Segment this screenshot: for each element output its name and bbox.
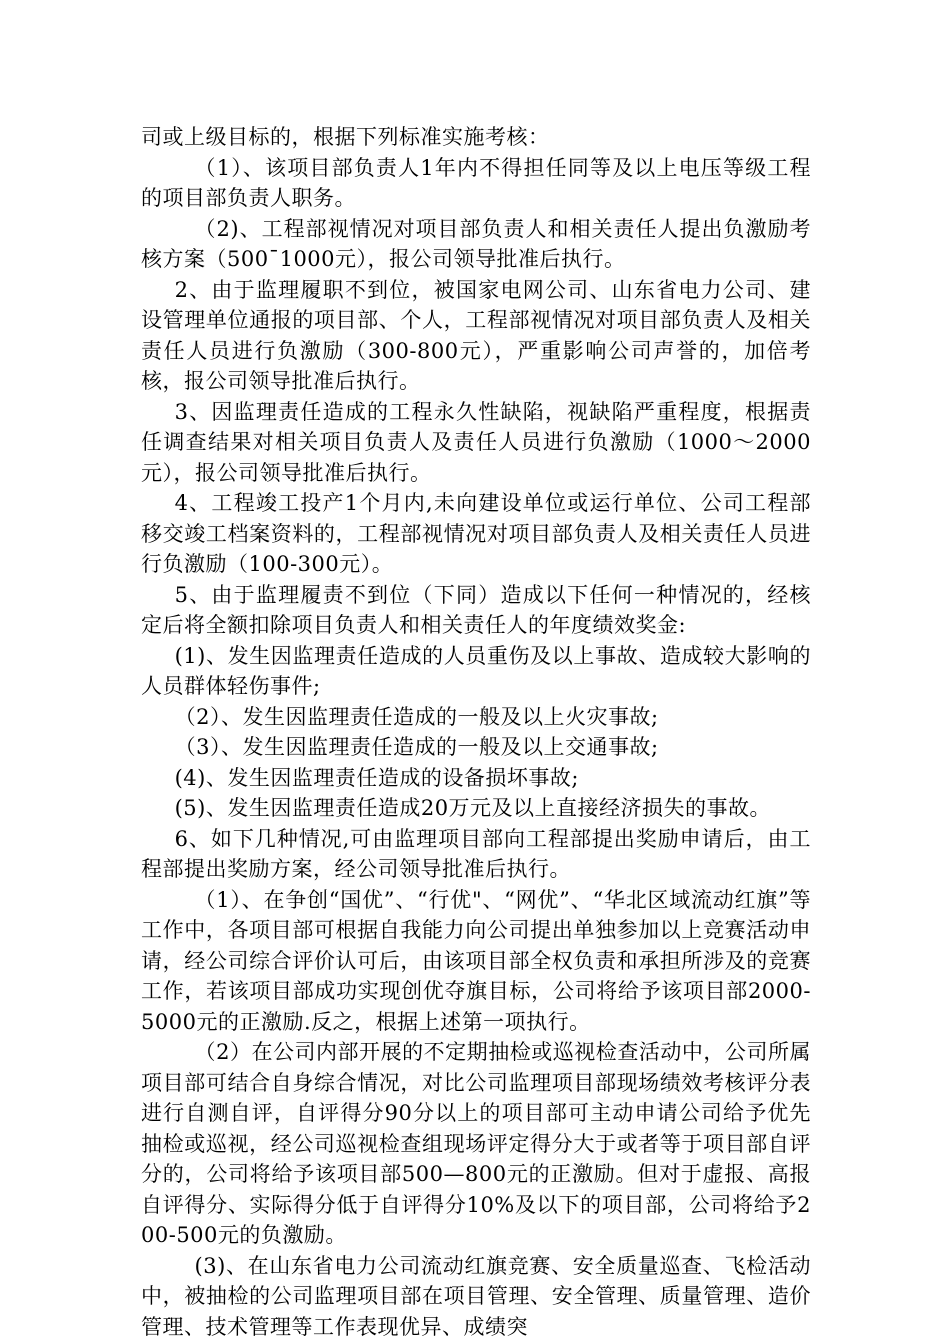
paragraph: 6、如下几种情况,可由监理项目部向工程部提出奖励申请后，由工程部提出奖励方案，经公司领导批准后执行。 xyxy=(141,826,811,881)
paragraph: 司或上级目标的，根据下列标准实施考核： xyxy=(141,125,550,149)
paragraph: 5、由于监理履责不到位（下同）造成以下任何一种情况的，经核定后将全额扣除项目负责人和相关责任人的年度绩效奖金: xyxy=(141,582,811,637)
paragraph: （2）在公司内部开展的不定期抽检或巡视检查活动中，公司所属项目部可结合自身综合情况，对比公司监理项目部现场绩效考核评分表进行自测自评，自评得分90分以上的项目部可主动申请公司给予优先抽检或巡视，经公司巡视检查组现场评定得分大于或者等于项目部自评分的，公司将给予该项目部500—800元的正激励。但对于虚报、高报自评得分、实际得分低于自评得分10%及以下的项目部，公司将给予200-500元的负激励。 xyxy=(141,1040,811,1247)
paragraph: （3）、发生因监理责任造成的一般及以上交通事故; xyxy=(174,735,659,759)
paragraph: （1）、该项目部负责人1年内不得担任同等及以上电压等级工程的项目部负责人职务。 xyxy=(141,155,811,210)
paragraph: (4)、发生因监理责任造成的设备损坏事故; xyxy=(174,765,579,790)
paragraph: 2、由于监理履职不到位，被国家电网公司、山东省电力公司、建设管理单位通报的项目部、个人，工程部视情况对项目部负责人及相关责任人员进行负激励（300-800元），严重影响公司声誉的，加倍考核，报公司领导批准后执行。 xyxy=(141,277,811,393)
paragraph: （2）、发生因监理责任造成的一般及以上火灾事故; xyxy=(174,704,659,729)
document-body xyxy=(141,122,811,1342)
paragraph: 3、因监理责任造成的工程永久性缺陷，视缺陷严重程度，根据责任调查结果对相关项目负责人及责任人员进行负激励（1000～2000元），报公司领导批准后执行。 xyxy=(141,399,811,485)
paragraph: （1）、在争创“国优”、“行优"、“网优”、“华北区域流动红旗”等工作中，各项目部可根据自我能力向公司提出单独参加以上竞赛活动申请，经公司综合评价认可后，由该项目部全权负责和承担所涉及的竞赛工作，若该项目部成功实现创优夺旗目标，公司将给予该项目部2000-5000元的正激励.反之，根据上述第一项执行。 xyxy=(141,887,811,1034)
paragraph: (5)、发生因监理责任造成20万元及以上直接经济损失的事故。 xyxy=(174,796,772,820)
paragraph: （2)、工程部视情况对项目部负责人和相关责任人提出负激励考核方案（500¯1000元），报公司领导批准后执行。 xyxy=(141,216,811,271)
paragraph: (1)、发生因监理责任造成的人员重伤及以上事故、造成较大影响的人员群体轻伤事件; xyxy=(141,643,811,698)
paragraph: (3)、在山东省电力公司流动红旗竞赛、安全质量巡查、飞检活动中，被抽检的公司监理项目部在项目管理、安全管理、质量管理、造价管理、技术管理等工作表现优异、成绩突 xyxy=(141,1253,811,1339)
paragraph: 4、工程竣工投产1个月内,未向建设单位或运行单位、公司工程部移交竣工档案资料的，工程部视情况对项目部负责人及相关责任人员进行负激励（100-300元）。 xyxy=(141,491,811,576)
